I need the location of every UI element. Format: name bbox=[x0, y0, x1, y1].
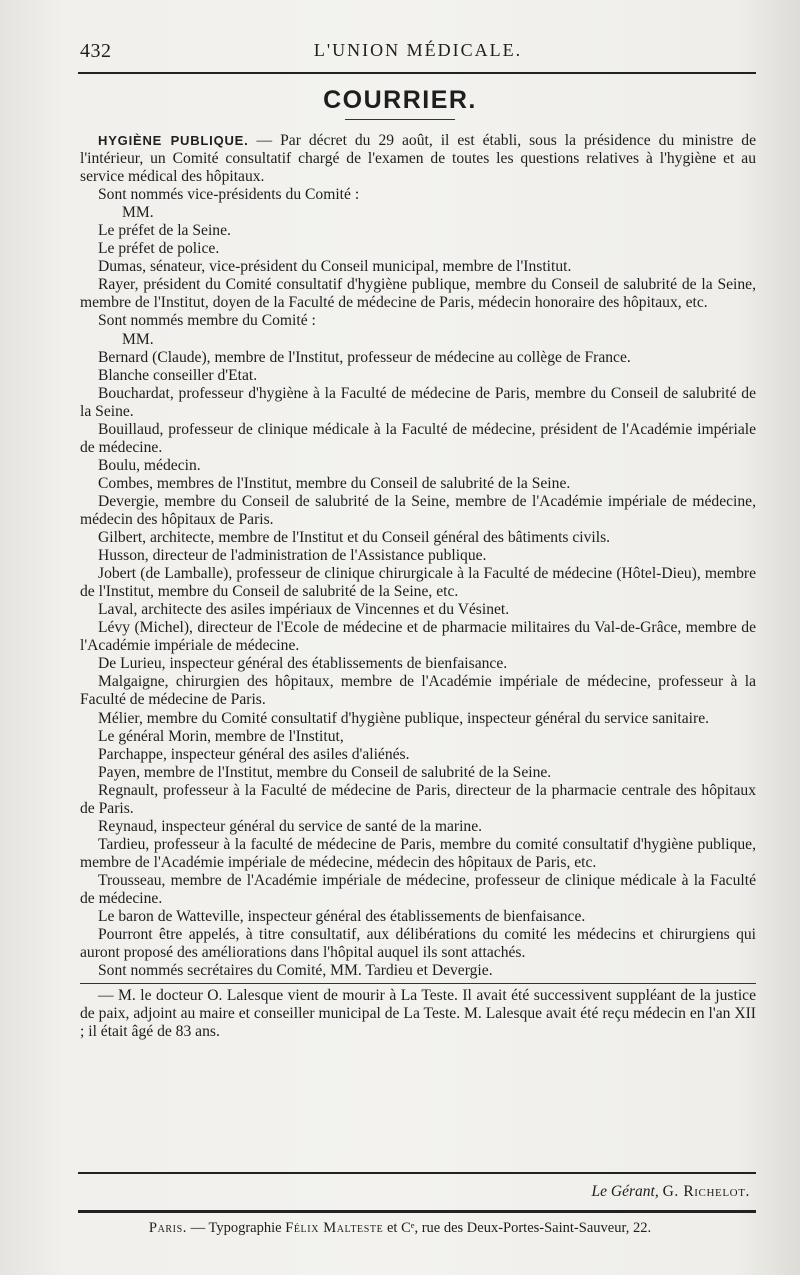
member-entry: De Lurieu, inspecteur général des établissements de bienfaisance. bbox=[98, 655, 508, 673]
member-entry: Lévy (Michel), directeur de l'Ecole de médecine et de pharmacie militaires du Val-de-Grâce, membre de l'Académie impériale de médecine. bbox=[80, 619, 756, 655]
member-entry: Mélier, membre du Comité consultatif d'hygiène publique, inspecteur général du service sanitaire. bbox=[98, 709, 710, 727]
section-divider bbox=[80, 983, 756, 984]
member-entry: Trousseau, membre de l'Académie impériale de médecine, professeur de clinique médicale à la Faculté de médecine. bbox=[80, 871, 756, 907]
signature bbox=[80, 1183, 750, 1201]
footer-rule-bottom bbox=[78, 1210, 756, 1213]
members-list bbox=[80, 349, 756, 927]
member-entry: Husson, directeur de l'administration de l'Assistance publique. bbox=[98, 547, 487, 565]
page-number: 432 bbox=[80, 40, 112, 62]
member-entry: Boulu, médecin. bbox=[98, 456, 201, 474]
vice-presidents-list bbox=[80, 222, 756, 312]
imprint-city: Paris. bbox=[148, 1220, 187, 1236]
intro-text: — Par décret du 29 août, il est établi, sous la présidence du ministre de l'intérieur, un Comité consultatif chargé de l'examen de toutes les questions relatives à l'hygiène et au service médical des hôpitaux. bbox=[80, 132, 756, 186]
running-title: L'UNION MÉDICALE. bbox=[313, 40, 523, 60]
vice-president-entry: Le préfet de police. bbox=[98, 240, 220, 258]
vice-president-entry: Rayer, président du Comité consultatif d'hygiène publique, membre du Conseil de salubrité de la Seine, membre de l'Institut, doyen de la Faculté de médecine de Paris, médecin honoraire des hôpitaux, etc. bbox=[80, 276, 756, 312]
imprint-dash: — Typographie bbox=[187, 1220, 286, 1236]
member-entry: Le général Morin, membre de l'Institut, bbox=[98, 727, 344, 745]
signature-name: G. Richelot. bbox=[662, 1183, 750, 1200]
member-entry: Bouillaud, professeur de clinique médicale à la Faculté de médecine, président de l'Académie impériale de médecine. bbox=[80, 420, 756, 456]
member-entry: Payen, membre de l'Institut, membre du Conseil de salubrité de la Seine. bbox=[98, 763, 552, 781]
member-entry: Bouchardat, professeur d'hygiène à la Faculté de médecine de Paris, membre du Conseil de salubrité de la Seine. bbox=[80, 384, 756, 420]
header-rule bbox=[78, 72, 756, 74]
member-entry: Parchappe, inspecteur général des asiles d'aliénés. bbox=[98, 745, 410, 763]
member-entry: Laval, architecte des asiles impériaux de Vincennes et du Vésinet. bbox=[98, 601, 510, 619]
member-entry: Reynaud, inspecteur général du service de santé de la marine. bbox=[98, 817, 483, 835]
member-entry: Devergie, membre du Conseil de salubrité de la Seine, membre de l'Académie impériale de médecine, médecin des hôpitaux de Paris. bbox=[80, 492, 756, 528]
intro-paragraph bbox=[80, 132, 756, 186]
member-entry: Le baron de Watteville, inspecteur général des établissements de bienfaisance. bbox=[98, 908, 586, 926]
title-underline bbox=[345, 119, 455, 120]
member-entry: Regnault, professeur à la Faculté de médecine de Paris, directeur de la pharmacie centrale des hôpitaux de Paris. bbox=[80, 781, 756, 817]
page-header bbox=[80, 40, 756, 66]
section-title: COURRIER. bbox=[323, 86, 477, 114]
obituary-paragraph: — M. le docteur O. Lalesque vient de mourir à La Teste. Il avait été successivent suppléant de la justice de paix, adjoint au maire et conseiller municipal de La Teste. M. Lalesque avait été reçu médecin en l'an XII ; il était âgé de 83 ans. bbox=[80, 987, 756, 1041]
vice-presidents-heading: Sont nommés vice-présidents du Comité : bbox=[98, 186, 360, 204]
member-entry: Combes, membres de l'Institut, membre du Conseil de salubrité de la Seine. bbox=[98, 474, 571, 492]
imprint-address: et Cᵉ, rue des Deux-Portes-Saint-Sauveur, 22. bbox=[383, 1220, 652, 1236]
secretaries-note: Sont nommés secrétaires du Comité, MM. Tardieu et Devergie. bbox=[98, 962, 493, 980]
member-entry: Bernard (Claude), membre de l'Institut, professeur de médecine au collège de France. bbox=[98, 348, 631, 366]
member-entry: Jobert (de Lamballe), professeur de clinique chirurgicale à la Faculté de médecine (Hôtel-Dieu), membre de l'Institut, membre du Conseil de salubrité de la Seine, etc. bbox=[80, 565, 756, 601]
vice-president-entry: Le préfet de la Seine. bbox=[98, 222, 231, 240]
members-heading: Sont nommés membre du Comité : bbox=[98, 312, 316, 330]
member-entry: Malgaigne, chirurgien des hôpitaux, membre de l'Académie impériale de médecine, professeur à la Faculté de médecine de Paris. bbox=[80, 673, 756, 709]
member-entry: Gilbert, architecte, membre de l'Institut et du Conseil général des bâtiments civils. bbox=[98, 529, 611, 547]
member-entry: Tardieu, professeur à la faculté de médecine de Paris, membre du comité consultatif d'hygiène publique, membre de l'Académie impériale de médecine, médecin des hôpitaux de Paris, etc. bbox=[80, 835, 756, 871]
consultative-note: Pourront être appelés, à titre consultatif, aux délibérations du comité les médecins et chirurgiens qui auront proposé des améliorations dans l'hôpital auquel ils sont attachés. bbox=[80, 926, 756, 962]
article-body bbox=[80, 132, 756, 1041]
signature-role: Le Gérant, bbox=[591, 1183, 659, 1200]
mm-label: MM. bbox=[122, 330, 154, 348]
topic-label: HYGIÈNE PUBLIQUE. bbox=[98, 133, 249, 148]
imprint-printer: Félix Malteste bbox=[285, 1220, 384, 1236]
vice-president-entry: Dumas, sénateur, vice-président du Conseil municipal, membre de l'Institut. bbox=[98, 258, 572, 276]
footer-rule-top bbox=[78, 1172, 756, 1174]
printer-imprint bbox=[0, 1220, 800, 1237]
mm-label: MM. bbox=[122, 204, 154, 222]
member-entry: Blanche conseiller d'Etat. bbox=[98, 366, 258, 384]
